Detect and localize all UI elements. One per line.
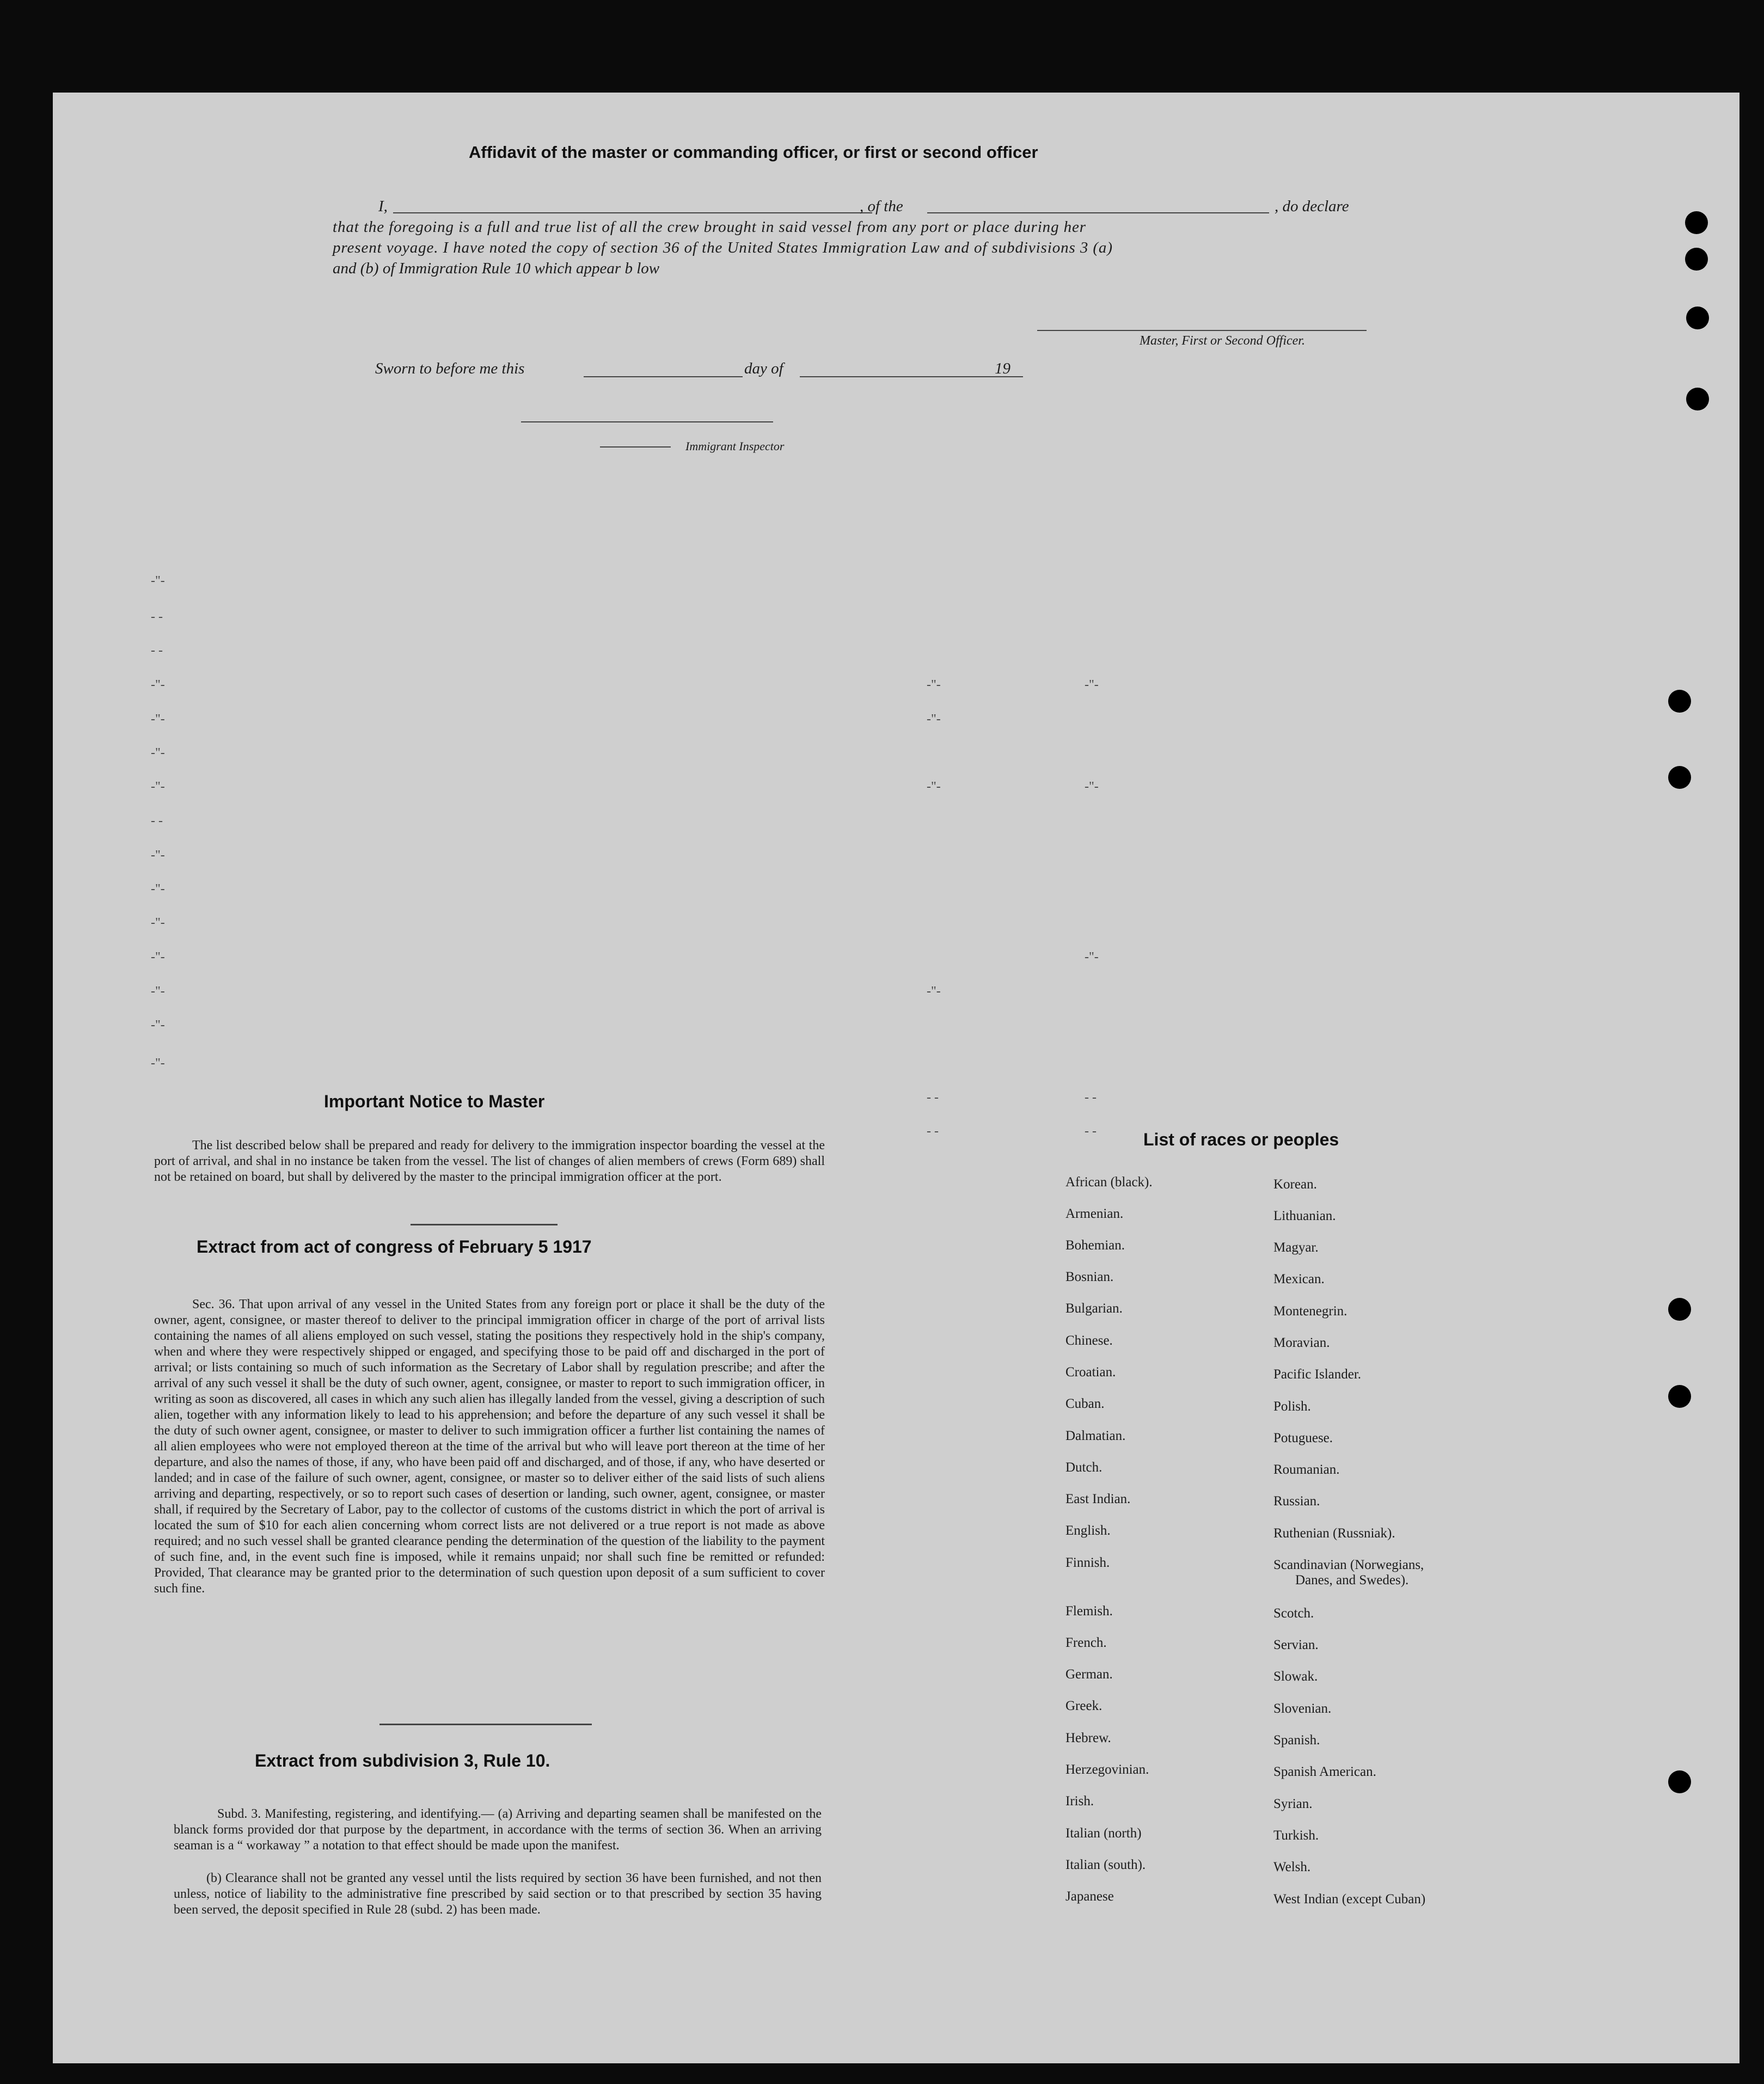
race-item: West Indian (except Cuban) xyxy=(1273,1892,1426,1907)
race-item: Cuban. xyxy=(1065,1396,1105,1411)
affidavit-line-3: present voyage. I have noted the copy of section 36 of the United States Immigration Law and of subdivisions 3 (a) xyxy=(333,239,1113,256)
ditto-mark: -"- xyxy=(151,678,165,692)
race-item: Turkish. xyxy=(1273,1828,1319,1843)
binder-hole xyxy=(1686,307,1709,329)
races-title: List of races or peoples xyxy=(1143,1130,1339,1149)
race-item: Montenegrin. xyxy=(1273,1304,1347,1319)
race-item: Dutch. xyxy=(1065,1460,1102,1475)
extract-rule-text-b: (b) Clearance shall not be granted any vessel until the lists required by section 36 have been furnished, and not then unless, notice of liability to the administrative fine prescribed by said section or to that prescribed by section 35 having been served, the deposit specified in Rule 28 (subd. 2) has been made. xyxy=(174,1871,822,1917)
sworn-month-blank xyxy=(800,376,1023,377)
race-item: Herzegovinian. xyxy=(1065,1762,1149,1777)
binder-hole xyxy=(1668,690,1691,713)
race-item: Servian. xyxy=(1273,1638,1319,1652)
ditto-mark: -"- xyxy=(927,678,941,692)
notice-divider xyxy=(411,1224,558,1225)
signer-label: Master, First or Second Officer. xyxy=(1140,334,1305,348)
race-item: Bosnian. xyxy=(1065,1270,1114,1284)
ditto-mark: -"- xyxy=(151,1056,165,1070)
race-item: Dalmatian. xyxy=(1065,1429,1126,1443)
affidavit-line-4: and (b) of Immigration Rule 10 which appear b low xyxy=(333,260,660,277)
race-item: African (black). xyxy=(1065,1175,1153,1190)
ditto-mark: -"- xyxy=(151,746,165,760)
race-item: Russian. xyxy=(1273,1494,1320,1509)
race-item: Pacific Islander. xyxy=(1273,1367,1362,1382)
race-item: Armenian. xyxy=(1065,1206,1124,1221)
ditto-mark: -"- xyxy=(151,950,165,964)
ditto-mark: -"- xyxy=(151,1018,165,1032)
race-item: Slovenian. xyxy=(1273,1701,1332,1716)
ditto-mark: -"- xyxy=(1085,780,1099,794)
ditto-mark: -"- xyxy=(151,848,165,862)
binder-hole xyxy=(1668,766,1691,789)
race-item: Potuguese. xyxy=(1273,1431,1333,1445)
race-item: Korean. xyxy=(1273,1177,1317,1192)
ditto-mark: - - xyxy=(927,1090,939,1105)
ditto-mark: -"- xyxy=(927,712,941,726)
inspector-label: Immigrant Inspector xyxy=(685,439,785,453)
affidavit-of-the-label: , of the xyxy=(860,198,903,215)
day-of-label: day of xyxy=(744,360,783,377)
race-item: Croatian. xyxy=(1065,1365,1116,1380)
ditto-mark: -"- xyxy=(151,712,165,726)
race-item: Roumanian. xyxy=(1273,1462,1340,1477)
race-item-continued: Danes, and Swedes). xyxy=(1295,1573,1409,1587)
race-item: Polish. xyxy=(1273,1399,1311,1414)
extract-rule-title: Extract from subdivision 3, Rule 10. xyxy=(255,1751,550,1770)
binder-hole xyxy=(1685,211,1708,234)
race-item: Scandinavian (Norwegians, xyxy=(1273,1558,1424,1572)
binder-hole xyxy=(1685,248,1708,271)
race-item: English. xyxy=(1065,1523,1111,1538)
act-divider xyxy=(379,1724,592,1725)
ditto-mark: - - xyxy=(1085,1124,1097,1138)
race-item: Spanish. xyxy=(1273,1733,1320,1748)
name-blank xyxy=(393,212,872,213)
binder-hole xyxy=(1686,388,1709,410)
ditto-mark: -"- xyxy=(1085,678,1099,692)
form-page xyxy=(53,93,1739,2063)
race-item: French. xyxy=(1065,1635,1107,1650)
race-item: Finnish. xyxy=(1065,1555,1110,1570)
ditto-mark: - - xyxy=(1085,1090,1097,1105)
race-item: Italian (south). xyxy=(1065,1858,1146,1872)
race-item: Spanish American. xyxy=(1273,1764,1376,1779)
year-label: 19 xyxy=(995,360,1010,377)
race-item: Lithuanian. xyxy=(1273,1209,1336,1223)
binder-hole xyxy=(1668,1298,1691,1321)
ditto-mark: -"- xyxy=(927,780,941,794)
ditto-mark: -"- xyxy=(151,916,165,930)
notice-title: Important Notice to Master xyxy=(324,1092,545,1111)
race-item: Slowak. xyxy=(1273,1669,1318,1684)
race-item: Irish. xyxy=(1065,1794,1094,1809)
ditto-mark: - - xyxy=(151,610,163,624)
affidavit-title: Affidavit of the master or commanding officer, or first or second officer xyxy=(469,143,1038,162)
sworn-label: Sworn to before me this xyxy=(375,360,525,377)
race-item: Italian (north) xyxy=(1065,1826,1142,1841)
race-item: Hebrew. xyxy=(1065,1731,1111,1745)
race-item: East Indian. xyxy=(1065,1492,1131,1506)
ditto-mark: -"- xyxy=(927,984,941,998)
ditto-mark: -"- xyxy=(151,984,165,998)
race-item: Ruthenian (Russniak). xyxy=(1273,1526,1395,1541)
ditto-mark: - - xyxy=(151,643,163,658)
sworn-day-blank xyxy=(584,376,743,377)
race-item: Chinese. xyxy=(1065,1333,1113,1348)
race-item: Japanese xyxy=(1065,1889,1114,1904)
extract-act-title: Extract from act of congress of February 5 1917 xyxy=(197,1237,592,1256)
extract-act-text: Sec. 36. That upon arrival of any vessel in the United States from any foreign port or place it shall be the duty of the owner, agent, consignee, or master thereof to deliver to the principal immigration officer in charge of the port of arrival lists containing the names of all aliens employed on such vessel, stating the positions they respectively hold in the ship's company, when and where they were respectively shipped or engaged, and specifying those to be paid off and discharged in the port of arrival; or lists containing so much of such information as the Secretary of Labor shall by regulation prescribe; and after the arrival of any such vessel it shall be the duty of such owner, agent, consignee, or master to report to such immigration officer, in writing as soon as discovered, all cases in which any such alien has illegally landed from the vessel, giving a description of such alien, together with any information likely to lead to his apprehension; and before the departure of any such vessel it shall be the duty of such owner agent, consignee, or master to deliver to such immigration officer a further list containing the names of all alien employees who were not employed thereon at the time of the arrival but who will leave port thereon at the time of her departure, and also the names of those, if any, who have been paid off and discharged, and of those, if any, who have deserted or landed; and in case of the failure of such owner, agent, consignee, or master so to deliver either of the said lists of such aliens arriving and departing, respectively, or so to report such cases of desertion or landing, such owner, agent, consignee, or master shall, if required by the Secretary of Labor, pay to the collector of customs of the customs district in which the port of arrival is located the sum of $10 for each alien concerning whom correct lists are not delivered or a true report is not made as above required; and no such vessel shall be granted clearance pending the determination of the question of the liability to the payment of such fine, and, in the event such fine is imposed, while it remains unpaid; nor shall such fine be remitted or refunded: Provided, That clearance may be granted prior to the determination of such question upon deposit of a sum sufficient to cover such fine. xyxy=(154,1297,825,1596)
ditto-mark: -"- xyxy=(151,574,165,588)
affidavit-i-label: I, xyxy=(378,198,388,215)
race-item: Mexican. xyxy=(1273,1272,1325,1286)
vessel-blank xyxy=(927,212,1269,213)
race-item: Bohemian. xyxy=(1065,1238,1125,1253)
race-item: Greek. xyxy=(1065,1699,1102,1713)
affidavit-line-2: that the foregoing is a full and true list of all the crew brought in said vessel from any port or place during her xyxy=(333,218,1086,236)
race-item: Flemish. xyxy=(1065,1604,1113,1619)
race-item: Moravian. xyxy=(1273,1335,1330,1350)
inspector-signature-line xyxy=(521,421,773,422)
ditto-mark: - - xyxy=(151,814,163,828)
race-item: Welsh. xyxy=(1273,1860,1311,1874)
ditto-mark: -"- xyxy=(151,780,165,794)
notice-text: The list described below shall be prepared and ready for delivery to the immigration inspector boarding the vessel at the port of arrival, and shal in no instance be taken from the vessel. The list of changes of alien members of crews (Form 689) shall not be retained on board, but shall by delivered by the master to the principal immigration officer at the port. xyxy=(154,1138,825,1184)
binder-hole xyxy=(1668,1385,1691,1408)
signature-line xyxy=(1037,330,1367,331)
ditto-mark: -"- xyxy=(1085,950,1099,964)
race-item: Syrian. xyxy=(1273,1797,1313,1811)
ditto-mark: -"- xyxy=(151,882,165,896)
ditto-mark: - - xyxy=(927,1124,939,1138)
race-item: German. xyxy=(1065,1667,1113,1682)
race-item: Scotch. xyxy=(1273,1606,1314,1621)
inspector-short-line xyxy=(600,446,671,448)
race-item: Bulgarian. xyxy=(1065,1301,1123,1316)
extract-rule-text-a: Subd. 3. Manifesting, registering, and identifying.— (a) Arriving and departing seamen shall be manifested on the blanck forms provided dor that purpose by the department, in accordance with the terms of section 36. When an arriving seaman is a “ workaway ” a notation to that effect should be made upon the manifest. xyxy=(174,1807,822,1853)
race-item: Magyar. xyxy=(1273,1240,1319,1255)
affidavit-declare-label: , do declare xyxy=(1275,198,1349,215)
binder-hole xyxy=(1668,1770,1691,1793)
